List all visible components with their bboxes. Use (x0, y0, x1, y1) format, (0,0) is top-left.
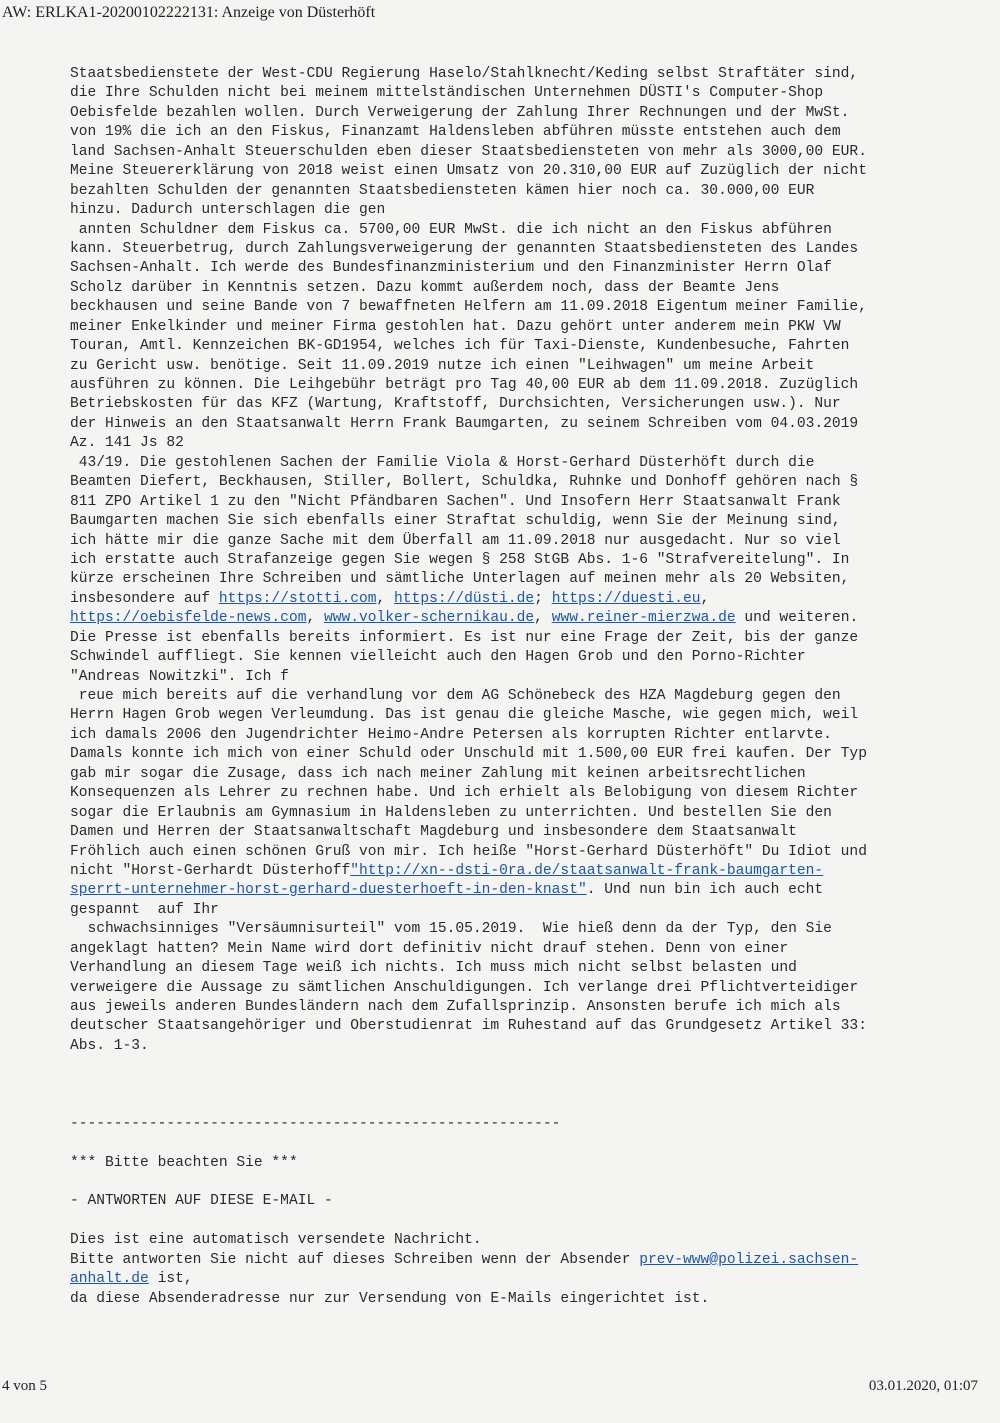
body-paragraph-1 (70, 65, 980, 1056)
text-line: reue mich bereits auf die verhandlung vor dem AG Schönebeck des HZA Magdeburg gegen den (70, 688, 841, 704)
link-separator: , (534, 610, 552, 627)
text-line: hinzu. Dadurch unterschlagen die gen (70, 202, 386, 219)
url-line (70, 881, 980, 900)
text-line: Baumgarten machen Sie sich ebenfalls einer Straftat schuldig, wenn Sie der Meinung sind, (70, 513, 841, 530)
link-separator: , (700, 590, 710, 607)
text-line: Schwindel auffliegt. Sie kennen vielleicht auch den Hagen Grob und den Porno-Richter (70, 649, 806, 666)
website-links-line (70, 609, 980, 628)
text-line: "Andreas Nowitzki". Ich f (70, 668, 289, 685)
print-datetime: 03.01.2020, 01:07 (868, 1378, 978, 1394)
notice-text: Bitte antworten Sie nicht auf dieses Schreiben wenn der Absender (70, 1251, 640, 1268)
link-stotti[interactable]: https://stotti.com (218, 590, 377, 607)
link-separator: ; (534, 590, 552, 607)
notice-line (70, 1251, 980, 1270)
text-line: Az. 141 Js 82 (70, 435, 184, 452)
text-line: 43/19. Die gestohlenen Sachen der Familie Viola & Horst-Gerhard Düsterhöft durch die (70, 454, 815, 471)
text-line: kürze erscheinen Ihre Schreiben und sämtliche Unterlagen auf meinen mehr als 20 Websiten, (70, 571, 850, 588)
auto-reply-notice (70, 1115, 980, 1309)
text-line: zu Gericht usw. benötige. Seit 11.09.2019 nutze ich einen "Leihwagen" um meine Arbeit (70, 357, 815, 374)
notice-line: da diese Absenderadresse nur zur Versendung von E-Mails eingerichtet ist. (70, 1290, 710, 1307)
text-line: Verhandlung an diesem Tage weiß ich nichts. Ich muss mich nicht selbst belasten und (70, 960, 797, 977)
text-line: 811 ZPO Artikel 1 zu den "Nicht Pfändbaren Sachen". Und Insofern Herr Staatsanwalt Frank (70, 493, 841, 510)
link-reiner-mierzwa[interactable]: www.reiner-mierzwa.de (551, 610, 736, 627)
document-title: AW: ERLKA1-20200102222131: Anzeige von Düsterhöft (2, 4, 376, 21)
text-line: angeklagt hatten? Mein Name wird dort definitiv nicht drauf stehen. Denn von einer (70, 940, 789, 957)
article-link-continued[interactable]: sperrt-unternehmer-horst-gerhard-duesterhoeft-in-den-knast" (70, 882, 587, 899)
text-line: sogar die Erlaubnis am Gymnasium in Haldensleben zu unterrichten. Und bestellen Sie den (70, 804, 832, 821)
text-line: ich damals 2006 den Jugendrichter Heimo-Andre Petersen als korrupten Richter entlarvte. (70, 726, 832, 743)
text-line: verweigere die Aussage zu sämtlichen Anschuldigungen. Ich verlange drei Pflichtverteidiger (70, 979, 859, 996)
text-line: Sachsen-Anhalt. Ich werde des Bundesfinanzministerium und den Finanzminister Herrn Olaf (70, 260, 832, 277)
text-line: Touran, Amtl. Kennzeichen BK-GD1954, welches ich für Taxi-Dienste, Kundenbesuche, Fahrten (70, 338, 850, 355)
text-line: Konsequenzen als Lehrer zu rechnen habe. Und ich erhielt als Belobigung von diesem Richter (70, 785, 859, 802)
text-line: kann. Steuerbetrug, durch Zahlungsverweigerung der genannten Staatsbediensteten des Landes (70, 240, 859, 257)
text-line: ausführen zu können. Die Leihgebühr beträgt pro Tag 40,00 EUR ab dem 11.09.2018. Zuzüglich (70, 377, 859, 393)
link-separator: , (376, 590, 395, 607)
text-line: Betriebskosten für das KFZ (Wartung, Kraftstoff, Durchsichten, Versicherungen usw.). Nur (70, 396, 841, 413)
spacer (70, 1173, 980, 1192)
spacer (70, 1095, 980, 1114)
notice-line: Dies ist eine automatisch versendete Nachricht. (70, 1232, 482, 1249)
text-line: der Hinweis an den Staatsanwalt Herrn Frank Baumgarten, zu seinem Schreiben vom 04.03.2019 (70, 415, 859, 432)
text-line: bezahlten Schulden der genannten Staatsbediensteten kämen hier noch ca. 30.000,00 EUR (70, 182, 815, 199)
spacer (70, 1212, 980, 1231)
sender-email-link[interactable]: prev-www@polizei.sachsen- (639, 1251, 859, 1268)
spacer (70, 1134, 980, 1153)
notice-subheading: - ANTWORTEN AUF DIESE E-MAIL - (70, 1193, 333, 1210)
url-suffix: . Und nun bin ich auch echt (586, 882, 824, 899)
links-prefix: insbesondere auf (70, 590, 219, 607)
text-line: Abs. 1-3. (70, 1037, 149, 1054)
text-line: Oebisfelde bezahlen wollen. Durch Verweigerung der Zahlung Ihrer Rechnungen und der MwSt. (70, 104, 850, 121)
spacer (70, 1056, 980, 1075)
link-duesti-eu[interactable]: https://duesti.eu (551, 590, 701, 607)
article-link[interactable]: "http://xn--dsti-0ra.de/staatsanwalt-frank-baumgarten- (350, 862, 824, 879)
text-line: Scholz darüber in Kenntnis setzen. Dazu kommt außerdem noch, dass der Beamte Jens (70, 279, 780, 296)
notice-text: ist, (148, 1271, 193, 1288)
text-line: Herrn Hagen Grob wegen Verleumdung. Das ist genau die gleiche Masche, wie gegen mich, weil (70, 707, 859, 724)
page-number: 4 von 5 (2, 1378, 47, 1394)
separator-line: -------------------------------------------------------- (70, 1115, 561, 1132)
link-volker-schernikau[interactable]: www.volker-schernikau.de (323, 610, 535, 627)
notice-line (70, 1270, 980, 1289)
text-line: Meine Steuererklärung von 2018 weist einen Umsatz von 20.310,00 EUR auf Zuzüglich der nicht (70, 163, 867, 180)
link-separator: , (306, 610, 324, 627)
email-body (70, 65, 980, 1309)
text-line: beckhausen und seine Bande von 7 bewaffneten Helfern am 11.09.2018 Eigentum meiner Familie, (70, 299, 867, 316)
text-line: gab mir sogar die Zusage, dass ich nach meiner Zahlung mit keinen arbeitsrechtlichen (70, 765, 806, 782)
text-line: Damals konnte ich mich von einer Schuld oder Unschuld mit 1.500,00 EUR frei kaufen. Der Typ (70, 746, 867, 763)
text-line: Beamten Diefert, Beckhausen, Stiller, Bollert, Schuldka, Ruhnke und Donhoff gehören nach § (70, 474, 859, 491)
text-line: ich erstatte auch Strafanzeige gegen Sie wegen § 258 StGB Abs. 1-6 "Strafvereitelung". In (70, 551, 850, 568)
text-line: die Ihre Schulden nicht bei meinem mittelständischen Unternehmen DÜSTI's Computer-Shop (70, 85, 824, 102)
text-line: meiner Enkelkinder und meiner Firma gestohlen hat. Dazu gehört unter anderem mein PKW VW (70, 318, 841, 335)
spacer (70, 1076, 980, 1095)
notice-heading: *** Bitte beachten Sie *** (70, 1154, 298, 1171)
text-line: Staatsbedienstete der West-CDU Regierung Haselo/Stahlknecht/Keding selbst Straftäter sind, (70, 66, 859, 82)
link-duesti-de[interactable]: https://düsti.de (394, 590, 535, 607)
text-line: land Sachsen-Anhalt Steuerschulden eben dieser Staatsbediensteten von mehr als 3000,00 EUR. (70, 143, 867, 160)
text-line: Die Presse ist ebenfalls bereits informiert. Es ist nur eine Frage der Zeit, bis der ganze (70, 629, 859, 646)
text-line: von 19% die ich an den Fiskus, Finanzamt Haldensleben abführen müsste entstehen auch dem (70, 124, 841, 141)
text-line: ich hätte mir die ganze Sache mit dem Überfall am 11.09.2018 nur ausgedacht. Nur so viel (70, 532, 841, 549)
sender-email-link-continued[interactable]: anhalt.de (70, 1271, 149, 1288)
text-line: Damen und Herren der Staatsanwaltschaft Magdeburg und insbesondere dem Staatsanwalt (70, 824, 797, 841)
text-line: aus jeweils anderen Bundesländern nach dem Zufallsprinzip. Ansonsten berufe ich mich als (70, 999, 841, 1015)
text-line: Fröhlich auch einen schönen Gruß von mir. Ich heiße "Horst-Gerhard Düsterhöft" Du Idiot und (70, 843, 867, 860)
url-line (70, 862, 980, 881)
link-oebisfelde-news[interactable]: https://oebisfelde-news.com (70, 610, 307, 627)
text-line: gespannt auf Ihr (70, 901, 219, 918)
url-prefix: nicht "Horst-Gerhardt Düsterhoff (70, 862, 351, 879)
text-line: schwachsinniges "Versäumnisurteil" vom 15.05.2019. Wie hieß denn da der Typ, den Sie (70, 921, 832, 938)
text-line: annten Schuldner dem Fiskus ca. 5700,00 EUR MwSt. die ich nicht an den Fiskus abführen (70, 221, 832, 238)
text-line: deutscher Staatsangehöriger und Oberstudienrat im Ruhestand auf das Grundgesetz Artikel 33: (70, 1018, 867, 1035)
website-links-line (70, 590, 980, 609)
links-suffix: und weiteren. (735, 610, 859, 627)
